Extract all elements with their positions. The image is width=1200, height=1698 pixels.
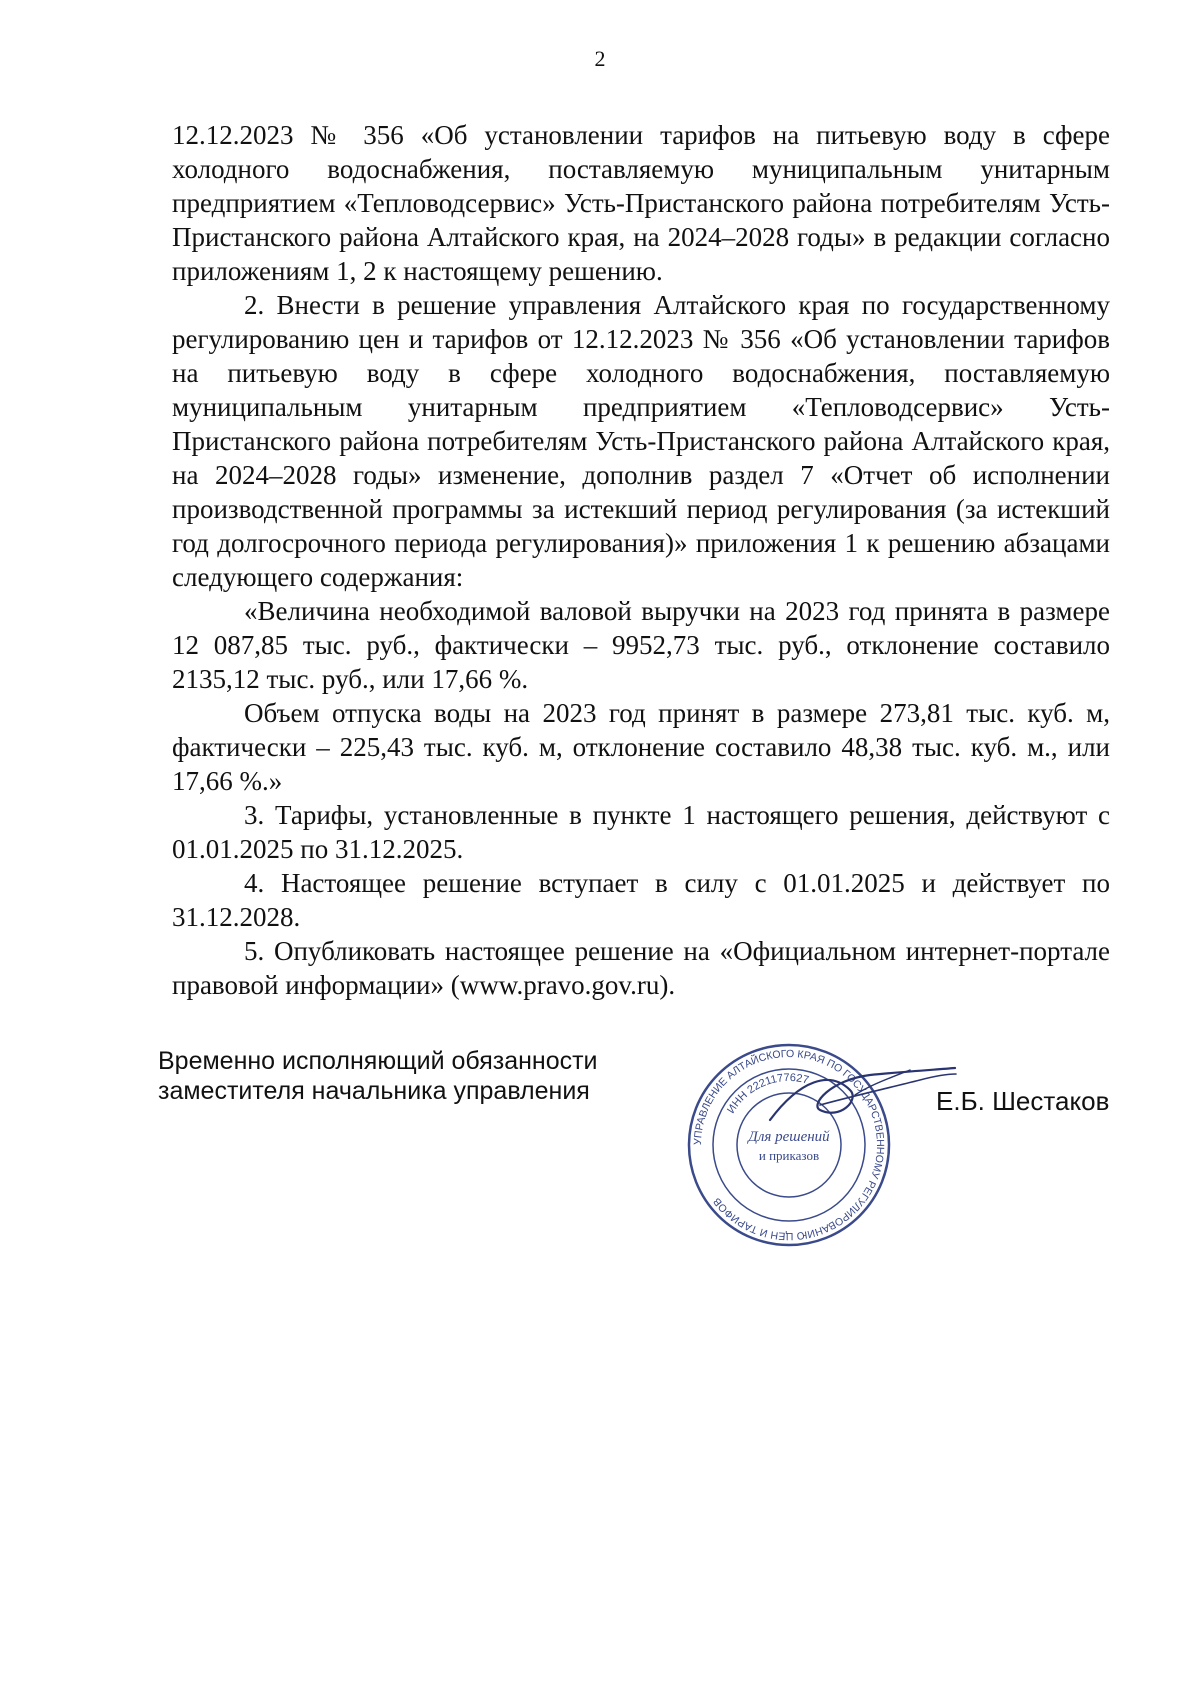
paragraph-quote-volume: Объем отпуска воды на 2023 год принят в размере 273,81 тыс. куб. м, фактически – 225,43 тыс. куб. м, отклонение составило 48,38 тыс. куб. м., или 17,66 %.» xyxy=(172,698,1110,796)
paragraph-item-5: 5. Опубликовать настоящее решение на «Официальном интернет-портале правовой информации» (www.pravo.gov.ru). xyxy=(172,936,1110,1000)
seal-inn-text: ИНН 2221177627 xyxy=(725,1071,810,1116)
signer-title-line1: Временно исполняющий обязанности xyxy=(158,1047,598,1075)
seal-center-line1: Для решений xyxy=(748,1129,830,1145)
paragraph-item-4: 4. Настоящее решение вступает в силу с 01.01.2025 и действует по 31.12.2028. xyxy=(172,868,1110,932)
paragraph-continuation: 12.12.2023 № 356 «Об установлении тарифов на питьевую воду в сфере холодного водоснабжения, поставляемую муниципальным унитарным предприятием «Тепловодсервис» Усть-Пристанского района потребителям Усть-Пристанского района Алтайского края, на 2024–2028 годы» в редакции согласно приложениям 1, 2 к настоящему решению. xyxy=(172,120,1110,286)
signer-title-line2: заместителя начальника управления xyxy=(158,1077,590,1105)
seal-outer-text: УПРАВЛЕНИЕ АЛТАЙСКОГО КРАЯ ПО ГОСУДАРСТВЕННОМУ РЕГУЛИРОВАНИЮ ЦЕН И ТАРИФОВ xyxy=(691,1047,887,1243)
signer-name: Е.Б. Шестаков xyxy=(936,1086,1110,1116)
document-body xyxy=(172,118,1110,1002)
signer-title xyxy=(158,1046,678,1106)
page-number: 2 xyxy=(594,46,606,71)
paragraph-quote-revenue: «Величина необходимой валовой выручки на 2023 год принята в размере 12 087,85 тыс. руб., фактически – 9952,73 тыс. руб., отклонение составило 2135,12 тыс. руб., или 17,66 %. xyxy=(172,596,1110,694)
paragraph-item-2: 2. Внести в решение управления Алтайского края по государственному регулированию цен и тарифов от 12.12.2023 № 356 «Об установлении тарифов на питьевую воду в сфере холодного водоснабжения, поставляемую муниципальным унитарным предприятием «Тепловодсервис» Усть-Пристанского района потребителям Усть-Пристанского района Алтайского края, на 2024–2028 годы» изменение, дополнив раздел 7 «Отчет об исполнении производственной программы за истекший период регулирования (за истекший год долгосрочного периода регулирования)» приложения 1 к решению абзацами следующего содержания: xyxy=(172,290,1110,592)
paragraph-item-3: 3. Тарифы, установленные в пункте 1 настоящего решения, действуют с 01.01.2025 по 31.12.2025. xyxy=(172,800,1110,864)
handwritten-signature xyxy=(760,1050,960,1140)
seal-center-line2: и приказов xyxy=(758,1148,820,1163)
